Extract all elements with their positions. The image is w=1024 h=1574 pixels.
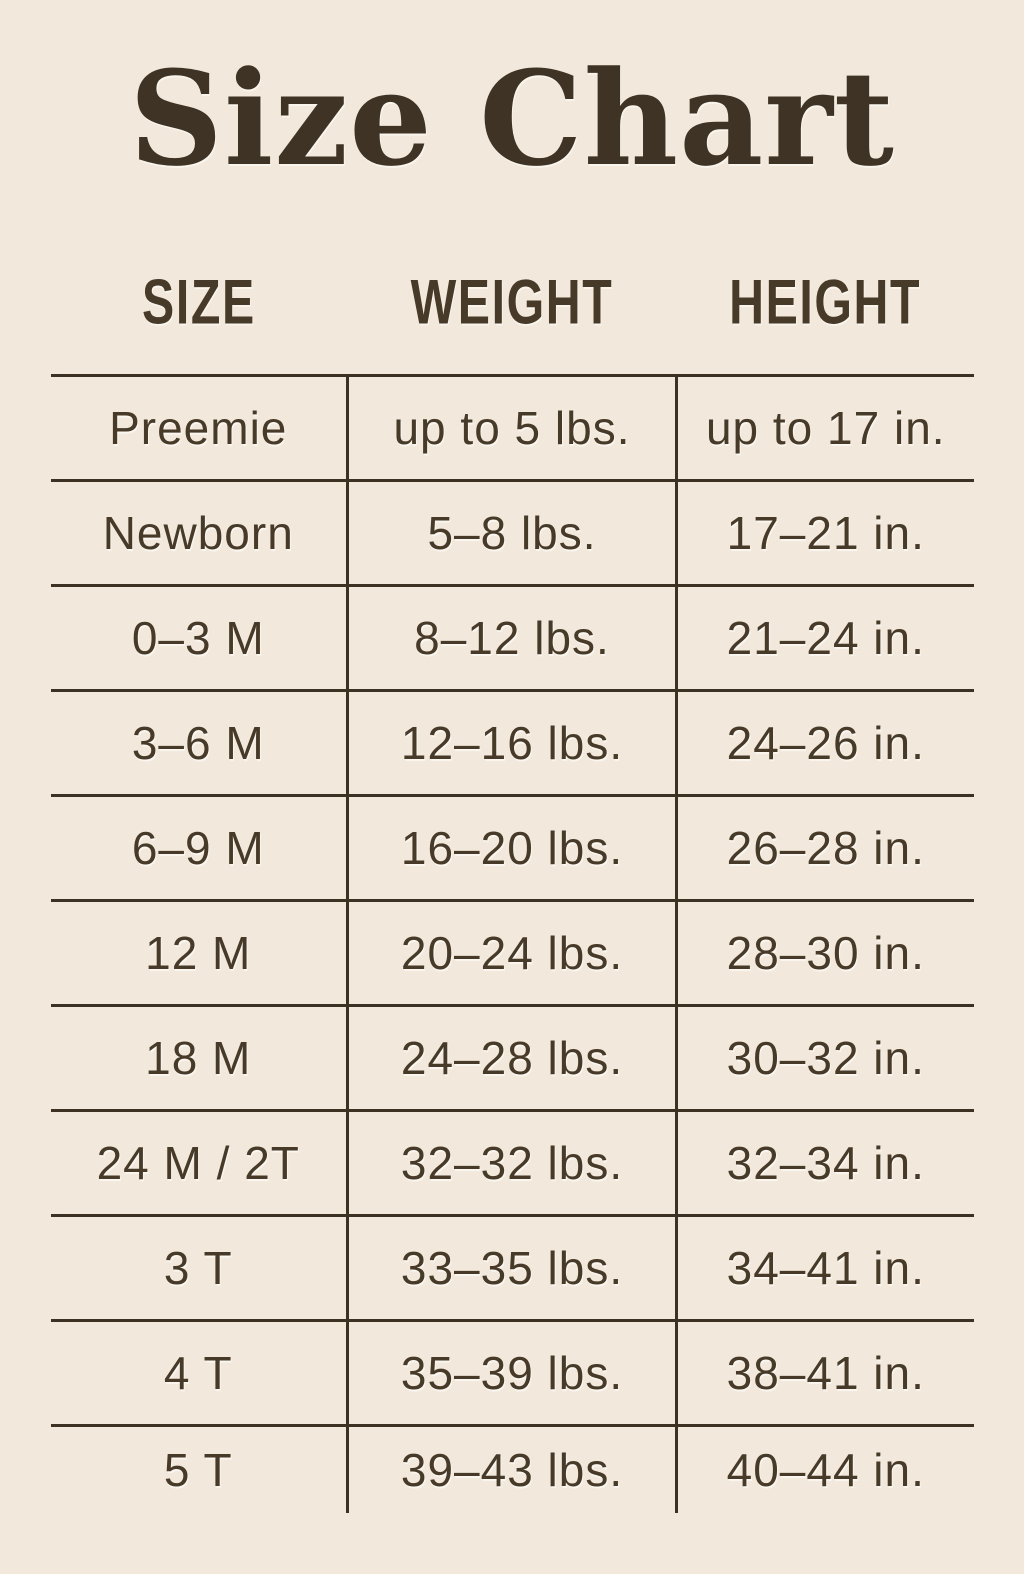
size-cell: 4 T: [51, 1320, 348, 1425]
size-cell: 18 M: [51, 1005, 348, 1110]
table-row: [51, 900, 974, 1005]
size-table: [51, 229, 974, 1513]
height-cell: 17–21 in.: [677, 480, 974, 585]
weight-cell: 20–24 lbs.: [348, 900, 677, 1005]
height-cell: 24–26 in.: [677, 690, 974, 795]
weight-cell: 35–39 lbs.: [348, 1320, 677, 1425]
weight-cell: 32–32 lbs.: [348, 1110, 677, 1215]
weight-cell: up to 5 lbs.: [348, 375, 677, 480]
height-cell: 38–41 in.: [677, 1320, 974, 1425]
table-row: [51, 795, 974, 900]
column-header-weight: [348, 229, 677, 376]
table-row: [51, 1005, 974, 1110]
size-cell: 6–9 M: [51, 795, 348, 900]
weight-cell: 24–28 lbs.: [348, 1005, 677, 1110]
height-cell: 26–28 in.: [677, 795, 974, 900]
height-cell: 40–44 in.: [677, 1425, 974, 1513]
size-cell: Newborn: [51, 480, 348, 585]
table-row: [51, 690, 974, 795]
height-cell: 21–24 in.: [677, 585, 974, 690]
column-header-height-label: HEIGHT: [728, 266, 922, 338]
size-cell: 3 T: [51, 1215, 348, 1320]
size-cell: 3–6 M: [51, 690, 348, 795]
size-table-body: [51, 375, 974, 1513]
table-row: [51, 1425, 974, 1513]
column-header-height: [677, 229, 974, 376]
column-header-size: [51, 229, 348, 376]
size-chart-poster: [0, 38, 1024, 1574]
weight-cell: 39–43 lbs.: [348, 1425, 677, 1513]
column-header-size-label: SIZE: [142, 266, 256, 338]
table-row: [51, 480, 974, 585]
weight-cell: 16–20 lbs.: [348, 795, 677, 900]
height-cell: 28–30 in.: [677, 900, 974, 1005]
page-title: Size Chart: [129, 42, 895, 195]
weight-cell: 8–12 lbs.: [348, 585, 677, 690]
header-row: [51, 229, 974, 376]
size-cell: 24 M / 2T: [51, 1110, 348, 1215]
weight-cell: 33–35 lbs.: [348, 1215, 677, 1320]
height-cell: up to 17 in.: [677, 375, 974, 480]
height-cell: 32–34 in.: [677, 1110, 974, 1215]
height-cell: 34–41 in.: [677, 1215, 974, 1320]
size-cell: 12 M: [51, 900, 348, 1005]
column-header-weight-label: WEIGHT: [410, 266, 614, 338]
height-cell: 30–32 in.: [677, 1005, 974, 1110]
weight-cell: 5–8 lbs.: [348, 480, 677, 585]
size-cell: 0–3 M: [51, 585, 348, 690]
weight-cell: 12–16 lbs.: [348, 690, 677, 795]
table-row: [51, 1215, 974, 1320]
table-row: [51, 585, 974, 690]
size-cell: 5 T: [51, 1425, 348, 1513]
table-row: [51, 1320, 974, 1425]
table-row: [51, 1110, 974, 1215]
size-cell: Preemie: [51, 375, 348, 480]
table-row: [51, 375, 974, 480]
